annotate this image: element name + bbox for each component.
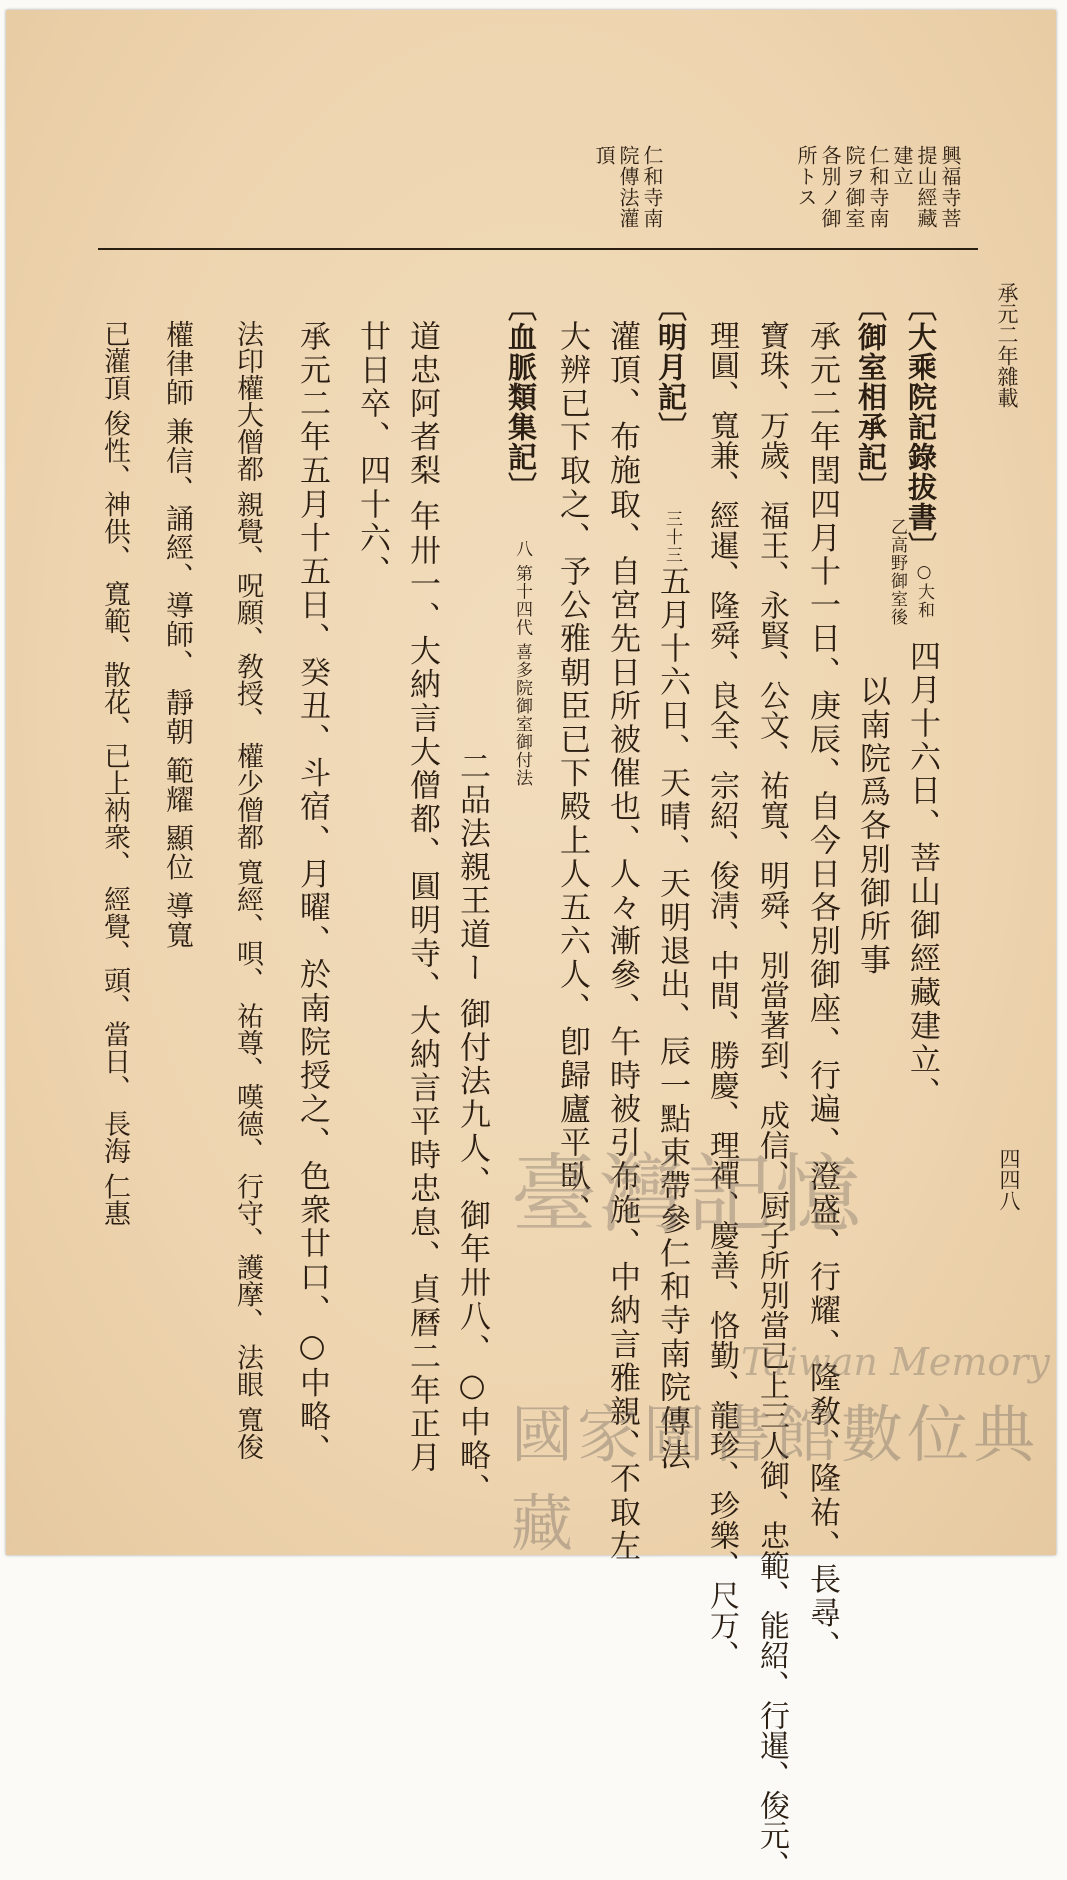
- running-title: 承元二年雜載: [995, 282, 1019, 408]
- text-line: 已灌頂 俊性、神供、 寬範、散花、已上衲衆、 經覺、頭、當日、 長海 仁惠: [99, 320, 130, 1227]
- scanned-page: [6, 10, 1056, 1880]
- text-line: 五月十六日、天晴、天明退出、辰一點束帶參仁和寺南院傳法: [654, 565, 690, 1473]
- header-rule: [98, 248, 978, 250]
- text-line: 承元二年五月十五日、癸丑、斗宿、月曜、於南院授之、色衆廿口、○中略、: [294, 320, 330, 1468]
- source-heading: 〔血脈類集記〕: [504, 292, 538, 502]
- text-line: 二品法親王道ー 御付法九人、御年卅八、○中略、: [454, 750, 490, 1507]
- text-line: 道忠阿者梨 年卅一、大納言大僧都、圓明寺、大納言平時忠息、貞曆二年正月: [404, 320, 440, 1475]
- margin-note: 興福寺菩: [938, 145, 962, 229]
- source-note: 八 第十四代 喜多院御室御付法: [512, 540, 532, 787]
- source-heading: 〔明月記〕: [654, 292, 688, 442]
- source-note: 乙高野御室後: [887, 518, 907, 626]
- text-line: 四月十六日、菩山御經藏建立、: [904, 640, 940, 1111]
- text-line: 以南院爲各別御所事: [854, 675, 890, 978]
- text-line: 法印權大僧都 親覺、呪願、敎授、 權少僧都 寬經、唄、 祐尊、嘆德、 行守、護摩、 法眼 寬俊: [232, 320, 263, 1461]
- text-line: 灌頂、布施取、自宮先日所被催也、人々漸參、午時被引布施、中納言雅親、不取左: [604, 320, 640, 1564]
- margin-note: 各別ノ御: [818, 145, 842, 229]
- margin-note: 提山經藏: [914, 145, 938, 229]
- watermark-seal: 臺灣記憶: [511, 1145, 863, 1245]
- margin-note: 所トス: [794, 145, 818, 208]
- margin-note: 建立: [890, 145, 914, 187]
- text-line: 權律師 兼信、誦經、導師、 靜朝 範耀 顯位 導寬: [162, 320, 195, 950]
- watermark-chinese: 國家圖書館數位典藏: [511, 1398, 1040, 1560]
- margin-note: 仁和寺南: [640, 145, 664, 229]
- source-note: ○大和: [914, 562, 934, 619]
- text-line: 大辨已下取之、予公雅朝臣已下殿上人五六人、卽歸廬平臥、: [554, 320, 590, 1228]
- text-line: 承元二年閏四月十一日、庚辰、自今日各別御座、行遍、澄盛、行耀、隆敎、隆祐、長尋、: [804, 320, 840, 1664]
- source-note: 三十三: [662, 510, 682, 564]
- text-line: 寶珠、万歲、福王、永賢、公文、祐寬、明舜、別當著到、成信、厨子所別當已上三人御、忠範、能紹、行暹、俊元、: [754, 320, 789, 1880]
- margin-note: 仁和寺南: [866, 145, 890, 229]
- margin-note: 頂: [592, 145, 616, 166]
- page-number: 四四八: [997, 1148, 1021, 1211]
- text-line: 理圓、寬兼、經暹、隆舜、良全、宗紹、俊淸、中間、勝慶、理禪、慶善、恪勤、龍珍、珍樂、尺万、: [704, 320, 739, 1670]
- text-line: 廿日卒、四十六、: [354, 320, 390, 589]
- source-heading: 〔大乘院記錄拔書〕: [904, 292, 938, 562]
- margin-note: 院ヲ御室: [842, 145, 866, 229]
- watermark-english: Taiwan Memory: [741, 1340, 1050, 1384]
- source-heading: 〔御室相承記〕: [854, 292, 888, 502]
- margin-note: 院傳法灌: [616, 145, 640, 229]
